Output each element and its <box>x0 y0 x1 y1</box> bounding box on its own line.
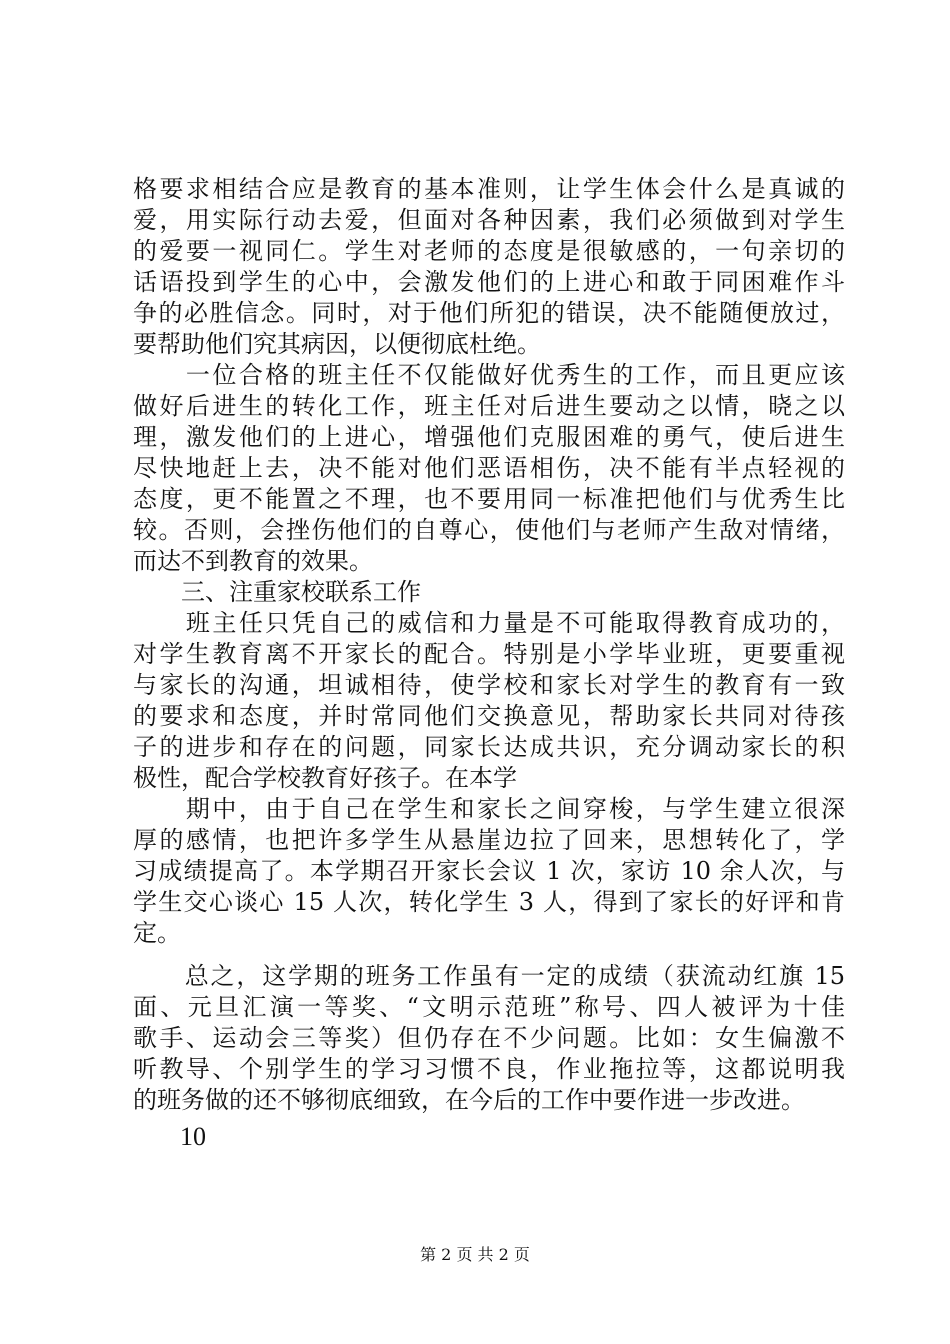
text-line: 爱，用实际行动去爱，但面对各种因素，我们必须做到对学生 <box>133 206 845 234</box>
paragraph-gap <box>133 949 845 961</box>
text-line: 对学生教育离不开家长的配合。特别是小学毕业班，更要重视 <box>133 640 845 668</box>
text-line: 的班务做的还不够彻底细致，在今后的工作中要作进一步改进。 <box>133 1086 805 1114</box>
text-line: 总之，这学期的班务工作虽有一定的成绩（获流动红旗 15 <box>133 962 845 990</box>
text-line: 态度，更不能置之不理，也不要用同一标准把他们与优秀生比 <box>133 485 845 513</box>
text-line: 要帮助他们究其病因，以便彻底杜绝。 <box>133 330 541 358</box>
text-line: 而达不到教育的效果。 <box>133 547 373 575</box>
text-line: 格要求相结合应是教育的基本准则，让学生体会什么是真诚的 <box>133 175 845 203</box>
text-line: 子的进步和存在的问题，同家长达成共识，充分调动家长的积 <box>133 733 845 761</box>
text-line: 较。否则，会挫伤他们的自尊心，使他们与老师产生敌对情绪， <box>133 516 845 544</box>
page-number-text: 10 <box>180 1122 206 1151</box>
text-line: 的要求和态度，并时常同他们交换意见，帮助家长共同对待孩 <box>133 702 845 730</box>
text-line: 班主任只凭自己的威信和力量是不可能取得教育成功的， <box>133 609 845 637</box>
text-line: 做好后进生的转化工作，班主任对后进生要动之以情，晓之以 <box>133 392 845 420</box>
text-line: 的爱要一视同仁。学生对老师的态度是很敏感的，一句亲切的 <box>133 237 845 265</box>
text-line: 定。 <box>133 919 181 947</box>
text-line: 尽快地赶上去，决不能对他们恶语相伤，决不能有半点轻视的 <box>133 454 845 482</box>
text-line: 厚的感情，也把许多学生从悬崖边拉了回来，思想转化了，学 <box>133 826 845 854</box>
text-line: 学生交心谈心 15 人次，转化学生 3 人，得到了家长的好评和肯 <box>133 888 845 916</box>
text-line: 争的必胜信念。同时，对于他们所犯的错误，决不能随便放过， <box>133 299 845 327</box>
section-heading: 三、注重家校联系工作 <box>133 578 421 606</box>
text-line: 习成绩提高了。本学期召开家长会议 1 次，家访 10 余人次，与 <box>133 857 845 885</box>
text-line: 话语投到学生的心中，会激发他们的上进心和敢于同困难作斗 <box>133 268 845 296</box>
text-line: 理，激发他们的上进心，增强他们克服困难的勇气，使后进生 <box>133 423 845 451</box>
text-line: 面、元旦汇演一等奖、“文明示范班”称号、四人被评为十佳 <box>133 993 845 1021</box>
page-footer: 第 2 页 共 2 页 <box>420 1245 530 1264</box>
text-line: 一位合格的班主任不仅能做好优秀生的工作，而且更应该 <box>133 361 845 389</box>
text-line: 歌手、运动会三等奖）但仍存在不少问题。比如：女生偏激不 <box>133 1024 845 1052</box>
body-text <box>133 174 845 1116</box>
text-line: 期中，由于自己在学生和家长之间穿梭，与学生建立很深 <box>133 795 845 823</box>
text-line: 极性，配合学校教育好孩子。在本学 <box>133 764 517 792</box>
text-line: 听教导、个别学生的学习习惯不良，作业拖拉等，这都说明我 <box>133 1055 845 1083</box>
text-line: 与家长的沟通，坦诚相待，使学校和家长对学生的教育有一致 <box>133 671 845 699</box>
